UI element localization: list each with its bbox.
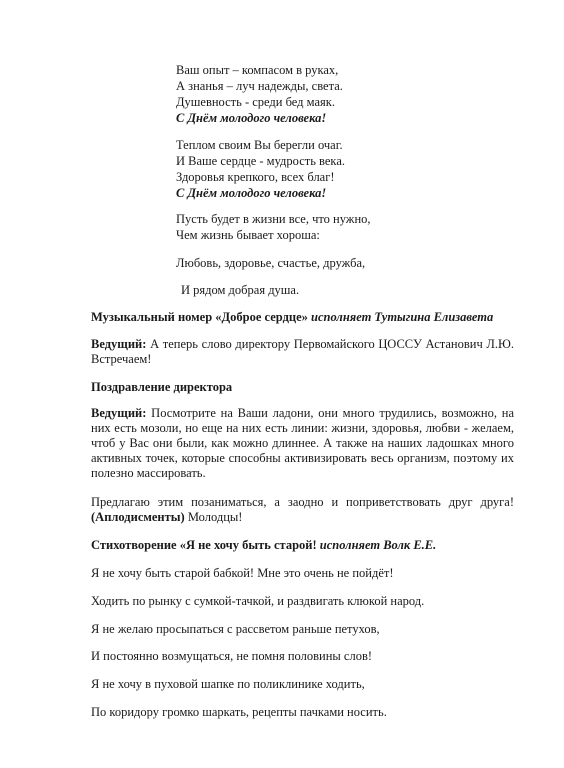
host-text: Посмотрите на Ваши ладони, они много трудились, возможно, на них есть мозоли, но еще на них есть линии: жизни, здоровья, любви - желаем, чтоб у Вас они были, как можно длиннее. А также на наших ладошках много активных точек, которые способны активизировать весь организм, поэтому их полезно массировать. bbox=[91, 406, 514, 480]
poem2-performer: исполняет Волк Е.Е. bbox=[316, 538, 437, 552]
poem-refrain: С Днём молодого человека! bbox=[176, 111, 327, 125]
poem-line: Здоровья крепкого, всех благ! bbox=[176, 170, 335, 184]
host-text: А теперь слово директору Первомайского ЦОССУ Астанович Л.Ю. Встречаем! bbox=[91, 337, 514, 366]
host-label: Ведущий: bbox=[91, 337, 147, 351]
poem-line: Пусть будет в жизни все, что нужно, bbox=[176, 212, 371, 226]
poem-line: Любовь, здоровье, счастье, дружба, bbox=[176, 256, 366, 270]
poem2-heading: Стихотворение «Я не хочу быть старой! bbox=[91, 538, 317, 552]
director-heading: Поздравление директора bbox=[91, 380, 233, 394]
poem2-heading-line bbox=[91, 538, 436, 553]
poem-line: Чем жизнь бывает хороша: bbox=[176, 228, 320, 242]
music-number bbox=[91, 310, 493, 325]
host-paragraph-2 bbox=[91, 406, 514, 481]
offer-text: Предлагаю этим позаниматься, а заодно и поприветствовать друг друга! bbox=[91, 495, 514, 509]
music-performer: исполняет Тутыгина Елизавета bbox=[307, 310, 494, 324]
poem-line: И рядом добрая душа. bbox=[181, 283, 300, 297]
poem-line: Душевность - среди бед маяк. bbox=[176, 95, 335, 109]
poem-refrain: С Днём молодого человека! bbox=[176, 186, 327, 200]
poem-line: И Ваше сердце - мудрость века. bbox=[176, 154, 345, 168]
applause: (Аплодисменты) bbox=[91, 510, 185, 524]
poem2-line: Я не хочу в пуховой шапке по поликлинике ходить, bbox=[91, 677, 365, 691]
host-label: Ведущий: bbox=[91, 406, 147, 420]
poem-line: А знанья – луч надежды, света. bbox=[176, 79, 343, 93]
offer-paragraph bbox=[91, 495, 514, 525]
poem2-line: По коридору громко шаркать, рецепты пачками носить. bbox=[91, 705, 387, 719]
offer-tail: Молодцы! bbox=[184, 510, 243, 524]
poem2-line: Я не желаю просыпаться с рассветом раньше петухов, bbox=[91, 622, 380, 636]
music-heading: Музыкальный номер «Доброе сердце» bbox=[91, 310, 308, 324]
host-paragraph-1 bbox=[91, 337, 514, 367]
poem-line: Ваш опыт – компасом в руках, bbox=[176, 63, 339, 77]
poem-line: Теплом своим Вы берегли очаг. bbox=[176, 138, 343, 152]
poem2-line: Я не хочу быть старой бабкой! Мне это очень не пойдёт! bbox=[91, 566, 394, 580]
poem2-line: Ходить по рынку с сумкой-тачкой, и раздвигать клюкой народ. bbox=[91, 594, 425, 608]
poem2-line: И постоянно возмущаться, не помня половины слов! bbox=[91, 649, 373, 663]
